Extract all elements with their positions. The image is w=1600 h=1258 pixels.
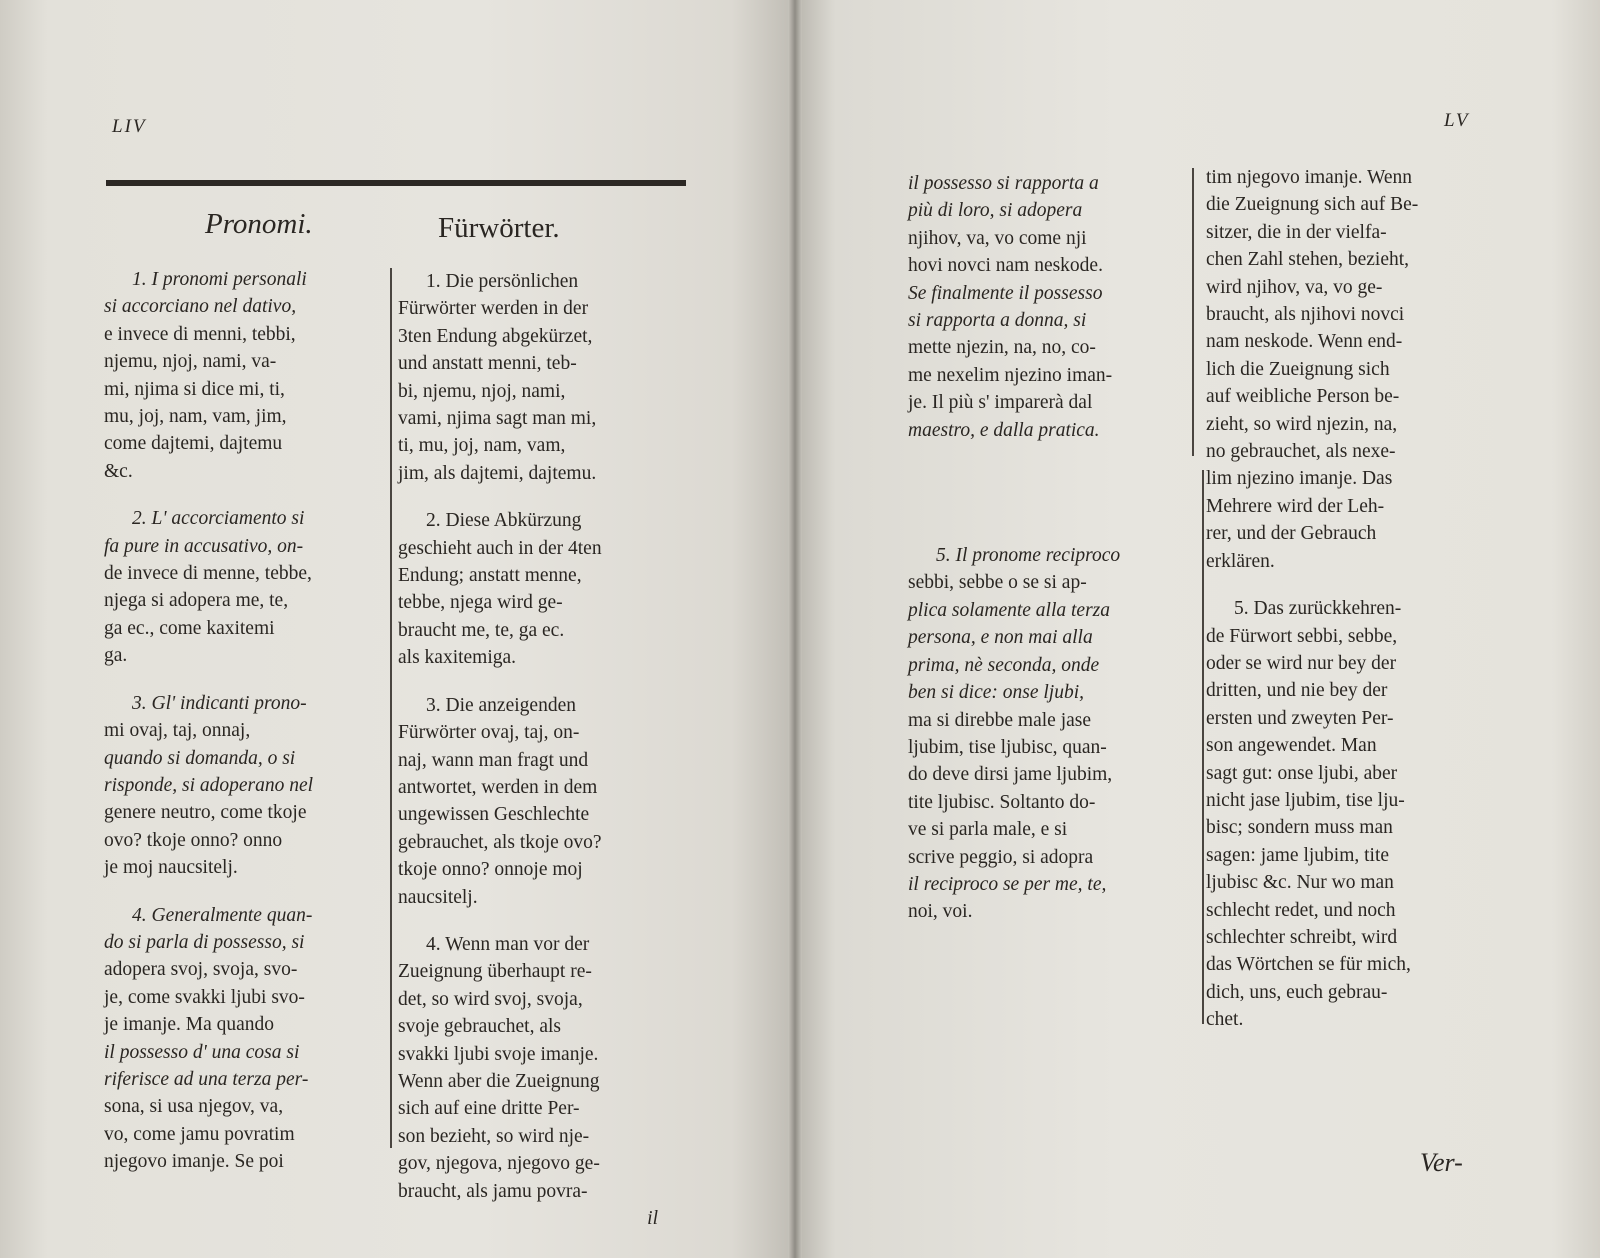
text-line: riferisce ad una terza per-: [104, 1068, 309, 1090]
text-line: prima, nè seconda, onde: [908, 654, 1100, 676]
text-line: il possesso d' una cosa si: [104, 1041, 300, 1063]
text-line: me nexelim njezino iman-: [908, 364, 1113, 386]
text-line: ve si parla male, e si: [908, 819, 1068, 841]
text-line: mi, njima si dice mi, ti,: [104, 378, 285, 400]
paragraph-gap: [908, 444, 1120, 542]
text-line: genere neutro, come tkoje: [104, 802, 307, 824]
text-line: mi ovaj, taj, onnaj,: [104, 720, 251, 742]
text-line: das Wörtchen se für mich,: [1206, 954, 1411, 976]
text-line: svakki ljubi svoje imanje.: [398, 1043, 599, 1065]
paragraph-gap: [104, 670, 313, 690]
text-line: Wenn aber die Zueignung: [398, 1070, 600, 1092]
text-line: 1. Die persönlichen: [426, 271, 579, 292]
text-line: sagt gut: onse ljubi, aber: [1206, 762, 1398, 784]
text-line: e invece di menni, tebbi,: [104, 323, 296, 345]
text-line: &c.: [104, 460, 133, 482]
text-line: wird njihov, va, vo ge-: [1206, 276, 1383, 298]
text-line: braucht, als njihovi novci: [1206, 304, 1405, 326]
text-line: son bezieht, so wird nje-: [398, 1125, 590, 1147]
header-rule: [106, 180, 686, 186]
text-line: 5. Das zurückkehren-: [1234, 598, 1402, 620]
text-line: son angewendet. Man: [1206, 735, 1377, 757]
text-line: mette njezin, na, no, co-: [908, 337, 1096, 359]
text-line: jim, als dajtemi, dajtemu.: [398, 462, 597, 484]
paragraph-gap: [398, 911, 658, 931]
left-column-divider: [390, 268, 392, 1148]
text-line: ga ec., come kaxitemi: [104, 617, 275, 639]
paragraph-gap: [398, 672, 658, 692]
text-line: oder se wird nur bey der: [1206, 652, 1397, 674]
text-line: je, come svakki ljubi svo-: [104, 986, 305, 1008]
text-line: ga.: [104, 645, 128, 667]
text-line: ersten und zweyten Per-: [1206, 707, 1394, 729]
right-column-divider-top: [1192, 168, 1194, 456]
text-line: Mehrere wird der Leh-: [1206, 495, 1385, 517]
paragraph-gap: [1206, 575, 1418, 595]
text-line: de Fürwort sebbi, sebbe,: [1206, 625, 1398, 647]
text-line: ma si direbbe male jase: [908, 709, 1092, 731]
text-line: ovo? tkoje onno? onno: [104, 829, 283, 851]
text-line: njemu, njoj, nami, va-: [104, 351, 277, 373]
text-line: adopera svoj, svoja, svo-: [104, 959, 298, 981]
text-line: 2. L' accorciamento si: [132, 508, 305, 530]
german-heading: Fürwörter.: [438, 212, 560, 244]
text-line: naucsitelj.: [398, 886, 478, 908]
text-line: de invece di menne, tebbe,: [104, 563, 312, 585]
text-line: sona, si usa njegov, va,: [104, 1096, 284, 1118]
text-line: do si parla di possesso, si: [104, 931, 305, 953]
text-line: Fürwörter ovaj, taj, on-: [398, 722, 580, 744]
text-line: tebbe, njega wird ge-: [398, 592, 563, 614]
text-line: tkoje onno? onnoje moj: [398, 859, 583, 881]
text-line: naj, wann man fragt und: [398, 749, 589, 771]
text-line: ljubisc &c. Nur wo man: [1206, 872, 1394, 894]
text-line: die Zueignung sich auf Be-: [1206, 194, 1419, 216]
text-line: 3. Gl' indicanti prono-: [132, 692, 307, 714]
right-italian-column: [908, 170, 1120, 926]
text-line: come dajtemi, dajtemu: [104, 433, 283, 455]
text-line: Zueignung überhaupt re-: [398, 961, 592, 983]
text-line: si rapporta a donna, si: [908, 310, 1087, 332]
text-line: gebrauchet, als tkoje ovo?: [398, 831, 602, 853]
text-line: njihov, va, vo come nji: [908, 227, 1087, 249]
text-line: Se finalmente il possesso: [908, 282, 1103, 304]
text-line: vo, come jamu povratim: [104, 1123, 295, 1145]
text-line: ben si dice: onse ljubi,: [908, 682, 1085, 704]
text-line: je moj naucsitelj.: [104, 857, 238, 879]
text-line: schlecht redet, und noch: [1206, 899, 1396, 921]
text-line: Fürwörter werden in der: [398, 298, 589, 320]
text-line: 1. I pronomi personali: [132, 269, 307, 290]
text-line: erklären.: [1206, 550, 1275, 572]
text-line: sich auf eine dritte Per-: [398, 1098, 580, 1120]
catchword: Ver-: [1420, 1148, 1463, 1177]
text-line: ljubim, tise ljubisc, quan-: [908, 736, 1107, 758]
text-line: scrive peggio, si adopra: [908, 846, 1094, 868]
text-line: noi, voi.: [908, 901, 973, 923]
text-line: njega si adopera me, te,: [104, 590, 289, 612]
text-line: 4. Generalmente quan-: [132, 904, 313, 926]
italian-heading: Pronomi.: [205, 208, 313, 240]
text-line: do deve dirsi jame ljubim,: [908, 764, 1113, 786]
text-line: auf weibliche Person be-: [1206, 386, 1400, 408]
text-line: Endung; anstatt menne,: [398, 565, 582, 587]
text-line: il possesso si rapporta a: [908, 173, 1099, 194]
text-line: det, so wird svoj, svoja,: [398, 988, 583, 1010]
text-line: je imanje. Ma quando: [104, 1014, 275, 1036]
left-italian-column: [104, 266, 313, 1176]
text-line: als kaxitemiga.: [398, 647, 517, 669]
text-line: braucht, als jamu povra-: [398, 1180, 588, 1202]
text-line: tite ljubisc. Soltanto do-: [908, 791, 1096, 813]
text-line: persona, e non mai alla: [908, 627, 1093, 649]
text-line: fa pure in accusativo, on-: [104, 535, 304, 557]
book-gutter: [788, 0, 802, 1258]
text-line: sagen: jame ljubim, tite: [1206, 844, 1390, 866]
paragraph-gap: [104, 485, 313, 505]
text-line: no gebrauchet, als nexe-: [1206, 441, 1396, 463]
text-line: rer, und der Gebrauch: [1206, 523, 1377, 545]
text-line: svoje gebrauchet, als: [398, 1016, 561, 1038]
text-line: sebbi, sebbe o se si ap-: [908, 572, 1087, 594]
left-page-number: LIV: [112, 116, 147, 137]
text-line: lim njezino imanje. Das: [1206, 468, 1393, 490]
text-line: mu, joj, nam, vam, jim,: [104, 406, 287, 428]
text-line: più di loro, si adopera: [908, 200, 1083, 222]
text-line: je. Il più s' imparerà dal: [908, 392, 1093, 414]
text-line: antwortet, werden in dem: [398, 776, 598, 798]
text-line: geschieht auch in der 4ten: [398, 537, 602, 559]
text-line: hovi novci nam neskode.: [908, 255, 1103, 277]
text-line: dritten, und nie bey der: [1206, 680, 1388, 702]
text-line: 2. Diese Abkürzung: [426, 510, 582, 532]
text-line: chet.: [1206, 1009, 1244, 1031]
text-line: schlechter schreibt, wird: [1206, 926, 1398, 948]
text-line: 3. Die anzeigenden: [426, 694, 576, 716]
text-line: gov, njegova, njegovo ge-: [398, 1153, 600, 1175]
text-line: sitzer, die in der vielfa-: [1206, 221, 1387, 243]
right-german-column: [1206, 164, 1418, 1034]
right-page-number: LV: [1444, 110, 1470, 131]
text-line: nam neskode. Wenn end-: [1206, 331, 1403, 353]
text-line: zieht, so wird njezin, na,: [1206, 413, 1398, 435]
text-line: risponde, si adoperano nel: [104, 774, 314, 796]
text-line: dich, uns, euch gebrau-: [1206, 981, 1388, 1003]
text-line: und anstatt menni, teb-: [398, 353, 577, 375]
text-line: quando si domanda, o si: [104, 747, 296, 769]
text-line: ti, mu, joj, nam, vam,: [398, 435, 566, 457]
text-line: 3ten Endung abgekürzet,: [398, 325, 593, 347]
text-line: lich die Zueignung sich: [1206, 358, 1390, 380]
text-line: il: [647, 1208, 658, 1229]
right-column-divider-bottom: [1202, 470, 1204, 1024]
text-line: si accorciano nel dativo,: [104, 296, 297, 318]
text-line: ungewissen Geschlechte: [398, 804, 590, 826]
text-line: vami, njima sagt man mi,: [398, 408, 597, 430]
text-line: njegovo imanje. Se poi: [104, 1151, 284, 1173]
text-line: braucht me, te, ga ec.: [398, 619, 565, 641]
left-german-column: [398, 268, 658, 1232]
text-line: tim njegovo imanje. Wenn: [1206, 167, 1413, 188]
paragraph-gap: [398, 487, 658, 507]
text-line: bi, njemu, njoj, nami,: [398, 380, 566, 402]
text-line: il reciproco se per me, te,: [908, 873, 1107, 895]
text-line: 5. Il pronome reciproco: [936, 545, 1121, 567]
text-line: chen Zahl stehen, bezieht,: [1206, 249, 1410, 271]
text-line: nicht jase ljubim, tise lju-: [1206, 789, 1405, 811]
text-line: plica solamente alla terza: [908, 599, 1111, 621]
text-line: bisc; sondern muss man: [1206, 817, 1393, 839]
text-line: 4. Wenn man vor der: [426, 933, 590, 955]
text-line: maestro, e dalla pratica.: [908, 419, 1100, 441]
paragraph-gap: [104, 882, 313, 902]
